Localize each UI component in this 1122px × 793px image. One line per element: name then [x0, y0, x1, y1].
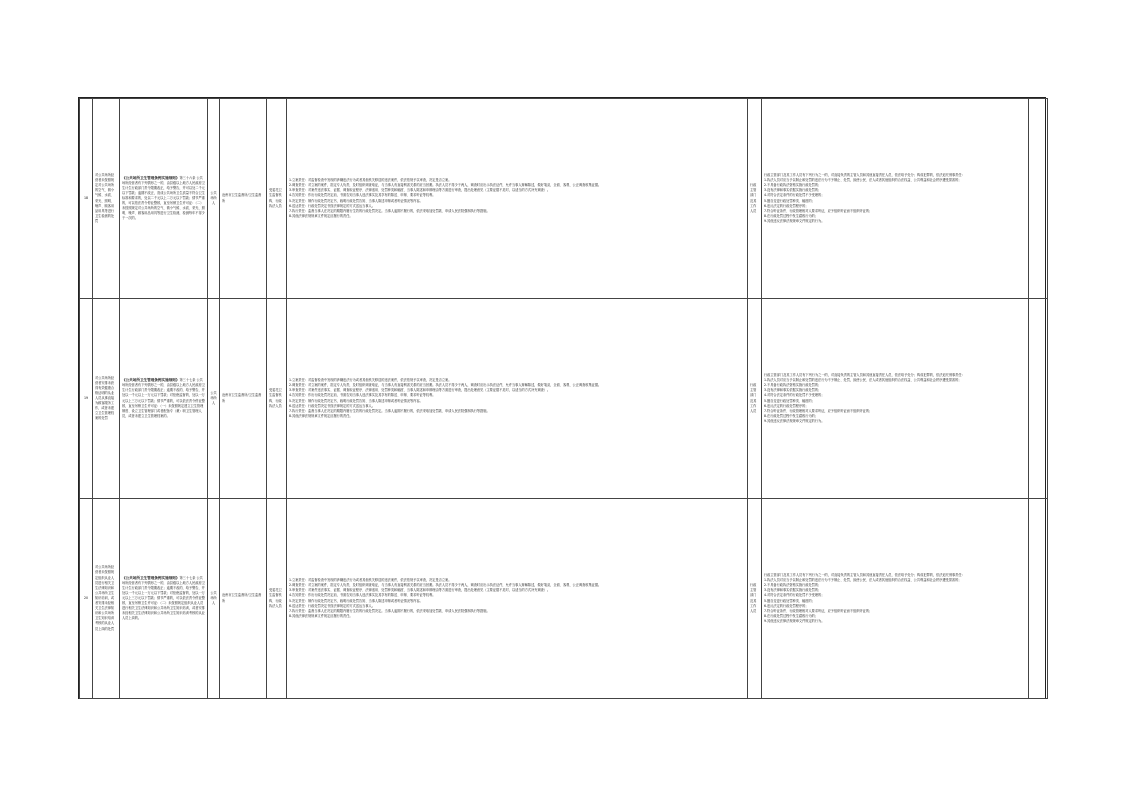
legal-basis-cell — [120, 99, 208, 299]
accountability-subject-cell — [748, 499, 762, 699]
duty-line: 5.决定责任：制作行政处罚决定书，载明行政处罚告知、当事人陈述申辩或者听证情况等内容。 — [289, 198, 423, 203]
duty-line: 5.决定责任：制作行政处罚决定书，载明行政处罚告知、当事人陈述申辩或者听证情况等内容。 — [289, 598, 423, 603]
accountability-line: 5.擅自变更行政处罚种类、幅度的； — [764, 598, 815, 603]
duty-line: 4.告知责任：作出行政处罚决定前，书面告知当事人违法事实及其享有的陈述、申辩、要求听证等权利。 — [289, 193, 436, 198]
duty-line: 5.决定责任：制作行政处罚决定书，载明行政处罚告知、当事人陈述申辩或者听证情况等内容。 — [289, 398, 423, 403]
accountability-line: 9.其他违反法律法规规章文件规定的行为。 — [764, 418, 825, 423]
accountability-line: 行政主管部门及其工作人员有下列行为之一的，对直接负责的主管人员和其他直接责任人员，依法给予处分；构成犯罪的，依法追究刑事责任： — [764, 573, 965, 578]
accountability-line: 行政主管部门及其工作人员有下列行为之一的，对直接负责的主管人员和其他直接责任人员，依法给予处分；构成犯罪的，依法追究刑事责任： — [764, 373, 965, 378]
category-cell — [208, 299, 220, 499]
duty-line: 2.调查责任：对立案的案件，指定专人负责，及时组织调查取证，与当事人有直接利害关系的应当回避。执法人员不得少于两人，调查时应出示执法证件，允许当事人辩解陈述，做好笔录，全面、客观、公正调查收集证据。 — [289, 583, 602, 588]
accountability-line: 5.擅自变更行政处罚种类、幅度的； — [764, 198, 815, 203]
accountability-line: 7.符合听证条件、行政管理相对人要求听证，应予组织听证而不组织听证的； — [764, 408, 873, 413]
duty-line: 3.审查责任：对案件违法事实、证据、调查取证程序、法律适用、处罚种类和幅度、当事人陈述和申辩理由等方面进行审查，提出处理意见（主要证据不足时，以适当的方式补充调查）。 — [289, 188, 551, 193]
duty-line: 7.执行责任：监督当事人在决定的期限内履行生效的行政处罚决定。当事人逾期不履行的，依法采取加处罚款、申请人民法院强制执行等措施。 — [289, 408, 490, 413]
row-number: 19 — [83, 395, 89, 400]
accountability-line: 2.不具备行政执法资格实施行政处罚的； — [764, 583, 822, 588]
item-name: 对公共场所经营者未按照规定组织从业人员进行相关卫生法律知识和公共场所卫生知识培训，或者安排未经相关卫生法律知识和公共场所卫生知识培训考核的从业人员上岗的处罚 — [95, 565, 115, 631]
accountability-line: 3.没有法律和事实依据实施行政处罚的； — [764, 388, 822, 393]
accountability-line: 行政主管部门及其工作人员有下列行为之一的，对直接负责的主管人员和其他直接责任人员，依法给予处分；构成犯罪的，依法追究刑事责任： — [764, 173, 965, 178]
duty-line: 8.其他法律法规规章文件规定应履行的责任。 — [289, 213, 353, 218]
legal-basis-text: 第三十七条 公共场所经营者有下列情形之一的，由县级以上地方人民政府卫生计生行政部门责令限期改正；逾期不改的，给予警告，并处以一千元以上一万元以下罚款；对拒绝监督的，处以一万元以上三万元以下罚款；情节严重的，可以依法责令停业整顿，直至吊销卫生许可证：（二）未按照规定组织从业人员进行相关卫生法律知识和公共场所卫生知识培训，或者安排未经相关卫生法律知识和公共场所卫生知识培训考核的从业人员上岗的。 — [122, 575, 205, 621]
category-cell — [208, 499, 220, 699]
accountability-line: 6.违反法定的行政处罚程序的； — [764, 203, 809, 208]
item-name-cell — [93, 499, 120, 699]
subject-cell — [267, 299, 287, 499]
duties-cell — [287, 99, 748, 299]
legal-basis-cell — [120, 499, 208, 699]
remarks-cell — [1029, 99, 1048, 299]
duty-line: 7.执行责任：监督当事人在决定的期限内履行生效的行政处罚决定。当事人逾期不履行的，依法采取加处罚款、申请人民法院强制执行等措施。 — [289, 208, 490, 213]
department-cell — [220, 499, 267, 699]
accountability-line: 8.在行政处罚过程中发生腐败行为的； — [764, 213, 819, 218]
accountability-subject: 行政主管部门及其工作人员 — [750, 583, 757, 613]
item-name-cell — [93, 99, 120, 299]
duty-line: 8.其他法律法规规章文件规定应履行的责任。 — [289, 613, 353, 618]
subject-cell — [267, 499, 287, 699]
accountability-line: 4.对符合法定条件的行政处罚不予受理的； — [764, 593, 825, 598]
duty-line: 6.送达责任：行政处罚决定书按法律规定的方式送达当事人。 — [289, 603, 375, 608]
duty-line: 4.告知责任：作出行政处罚决定前，书面告知当事人违法事实及其享有的陈述、申辩、要求听证等权利。 — [289, 393, 436, 398]
accountability-line: 3.没有法律和事实依据实施行政处罚的； — [764, 188, 822, 193]
item-name: 对公共场所经营者未按照规定对公共场所的空气、微小气候、水质、采光、照明、噪声、顾客用品用具等进行卫生检测的处罚 — [95, 173, 115, 223]
accountability-line: 4.对符合法定条件的行政处罚不予受理的； — [764, 393, 825, 398]
accountability-line: 9.其他违反法律法规规章文件规定的行为。 — [764, 618, 825, 623]
item-name: 对公共场所经营者安排未获得有效健康合格证明的从业人员从事直接为顾客服务工作，或者未建立卫生管理档案的处罚 — [95, 375, 115, 421]
department: 沧州市卫生监督所/卫生监督所 — [222, 593, 262, 603]
department-cell — [220, 299, 267, 499]
accountability-cell — [762, 499, 1029, 699]
legal-basis-text: 第三十七条 公共场所经营者有下列情形之一的，由县级以上地方人民政府卫生计生行政部门责令限期改正；逾期不改的，给予警告，并处以一千元以上一万元以下罚款；对拒绝监督的，处以一万元以上三万元以下罚款；情节严重的，可以依法责令停业整顿，直至吊销卫生许可证：（一）未按照规定建立卫生管理制度、设立卫生管理部门或者配备专（兼）职卫生管理人员，或者未建立卫生管理档案的。 — [122, 378, 205, 418]
subject-cell — [267, 99, 287, 299]
duty-line: 3.审查责任：对案件违法事实、证据、调查取证程序、法律适用、处罚种类和幅度、当事人陈述和申辩理由等方面进行审查，提出处理意见（主要证据不足时，以适当的方式补充调查）。 — [289, 588, 551, 593]
accountability-line: 4.对符合法定条件的行政处罚不予受理的； — [764, 193, 825, 198]
duty-line: 4.告知责任：作出行政处罚决定前，书面告知当事人违法事实及其享有的陈述、申辩、要求听证等权利。 — [289, 593, 436, 598]
document-table — [78, 97, 1046, 699]
row-number-cell — [80, 299, 93, 499]
accountability-line: 2.不具备行政执法资格实施行政处罚的； — [764, 183, 822, 188]
duty-line: 6.送达责任：行政处罚决定书按法律规定的方式送达当事人。 — [289, 403, 375, 408]
duty-line: 1.立案责任：对监督检查中发现的涉嫌违法行为或者其他机关移送的违法案件，依法依规予以审查，决定是否立案。 — [289, 178, 452, 183]
duty-line: 1.立案责任：对监督检查中发现的涉嫌违法行为或者其他机关移送的违法案件，依法依规予以审查，决定是否立案。 — [289, 378, 452, 383]
duty-line: 7.执行责任：监督当事人在决定的期限内履行生效的行政处罚决定。当事人逾期不履行的，依法采取加处罚款、申请人民法院强制执行等措施。 — [289, 608, 490, 613]
responsible-subject: 受委托卫生监督机构、行政执法人员 — [269, 188, 282, 208]
legal-basis-title: 《公共场所卫生管理条例实施细则》 — [122, 175, 180, 180]
accountability-cell — [762, 299, 1029, 499]
row-number: 18 — [83, 195, 89, 200]
table-row — [80, 499, 1048, 699]
category: 公共场所人 — [210, 590, 217, 606]
responsible-subject: 受委托卫生监督机构、行政执法人员 — [269, 388, 282, 408]
row-number: 20 — [83, 595, 89, 600]
duty-line: 2.调查责任：对立案的案件，指定专人负责，及时组织调查取证，与当事人有直接利害关系的应当回避。执法人员不得少于两人，调查时应出示执法证件，允许当事人辩解陈述，做好笔录，全面、客观、公正调查收集证据。 — [289, 183, 602, 188]
duty-line: 1.立案责任：对监督检查中发现的涉嫌违法行为或者其他机关移送的违法案件，依法依规予以审查，决定是否立案。 — [289, 578, 452, 583]
accountability-line: 7.符合听证条件、行政管理相对人要求听证，应予组织听证而不组织听证的； — [764, 608, 873, 613]
accountability-line: 8.在行政处罚过程中发生腐败行为的； — [764, 613, 819, 618]
duty-line: 2.调查责任：对立案的案件，指定专人负责，及时组织调查取证，与当事人有直接利害关系的应当回避。执法人员不得少于两人，调查时应出示执法证件，允许当事人辩解陈述，做好笔录，全面、客观、公正调查收集证据。 — [289, 383, 602, 388]
duties-cell — [287, 499, 748, 699]
department-cell — [220, 99, 267, 299]
accountability-line: 2.不具备行政执法资格实施行政处罚的； — [764, 383, 822, 388]
legal-basis-title: 《公共场所卫生管理条例实施细则》 — [122, 575, 180, 580]
power-list-table — [79, 98, 1048, 699]
duty-line: 8.其他法律法规规章文件规定应履行的责任。 — [289, 413, 353, 418]
accountability-line: 6.违反法定的行政处罚程序的； — [764, 603, 809, 608]
item-name-cell — [93, 299, 120, 499]
remarks-cell — [1029, 299, 1048, 499]
accountability-cell — [762, 99, 1029, 299]
accountability-line: 1.执法人员对应当予以制止和处罚的违法行为不予制止、处罚，致使公民、法人或者其他组织的合法权益、公共利益和社会秩序遭受损害的； — [764, 178, 962, 183]
legal-basis-cell — [120, 299, 208, 499]
accountability-line: 7.符合听证条件、行政管理相对人要求听证，应予组织听证而不组织听证的； — [764, 208, 873, 213]
table-row — [80, 299, 1048, 499]
accountability-subject: 行政主管部门及其工作人员 — [750, 383, 757, 413]
duty-line: 3.审查责任：对案件违法事实、证据、调查取证程序、法律适用、处罚种类和幅度、当事人陈述和申辩理由等方面进行审查，提出处理意见（主要证据不足时，以适当的方式补充调查）。 — [289, 388, 551, 393]
responsible-subject: 受委托卫生监督机构、行政执法人员 — [269, 588, 282, 608]
row-number-cell — [80, 499, 93, 699]
accountability-line: 6.违反法定的行政处罚程序的； — [764, 403, 809, 408]
accountability-line: 3.没有法律和事实依据实施行政处罚的； — [764, 588, 822, 593]
department: 沧州市卫生监督所/卫生监督所 — [222, 393, 262, 403]
category: 公共场所人 — [210, 390, 217, 406]
accountability-line: 5.擅自变更行政处罚种类、幅度的； — [764, 398, 815, 403]
row-number-cell — [80, 99, 93, 299]
category: 公共场所人 — [210, 190, 217, 206]
accountability-line: 9.其他违反法律法规规章文件规定的行为。 — [764, 218, 825, 223]
department: 沧州市卫生监督所/卫生监督所 — [222, 193, 262, 203]
legal-basis-text: 第三十六条 公共场所经营者有下列情形之一的，由县级以上地方人民政府卫生计生行政部门责令限期改正，给予警告，并可以处二千元以下罚款；逾期不改正，造成公共场所卫生质量不符合卫生标准和要求的，处以二千元以上二万元以下罚款；情节严重的，可以依法责令停业整顿，直至吊销卫生许可证：（二）未按照规定对公共场所的空气、微小气候、水质、采光、照明、噪声、顾客用品用具等进行卫生检测，检测每年不得少于一次的。 — [122, 175, 205, 221]
duties-cell — [287, 299, 748, 499]
accountability-subject: 行政主管部门及其工作人员 — [750, 183, 757, 213]
duty-line: 6.送达责任：行政处罚决定书按法律规定的方式送达当事人。 — [289, 203, 375, 208]
accountability-subject-cell — [748, 99, 762, 299]
accountability-line: 1.执法人员对应当予以制止和处罚的违法行为不予制止、处罚，致使公民、法人或者其他组织的合法权益、公共利益和社会秩序遭受损害的； — [764, 578, 962, 583]
remarks-cell — [1029, 499, 1048, 699]
legal-basis-title: 《公共场所卫生管理条例实施细则》 — [122, 378, 180, 383]
accountability-subject-cell — [748, 299, 762, 499]
category-cell — [208, 99, 220, 299]
accountability-line: 8.在行政处罚过程中发生腐败行为的； — [764, 413, 819, 418]
table-row — [80, 99, 1048, 299]
accountability-line: 1.执法人员对应当予以制止和处罚的违法行为不予制止、处罚，致使公民、法人或者其他组织的合法权益、公共利益和社会秩序遭受损害的； — [764, 378, 962, 383]
